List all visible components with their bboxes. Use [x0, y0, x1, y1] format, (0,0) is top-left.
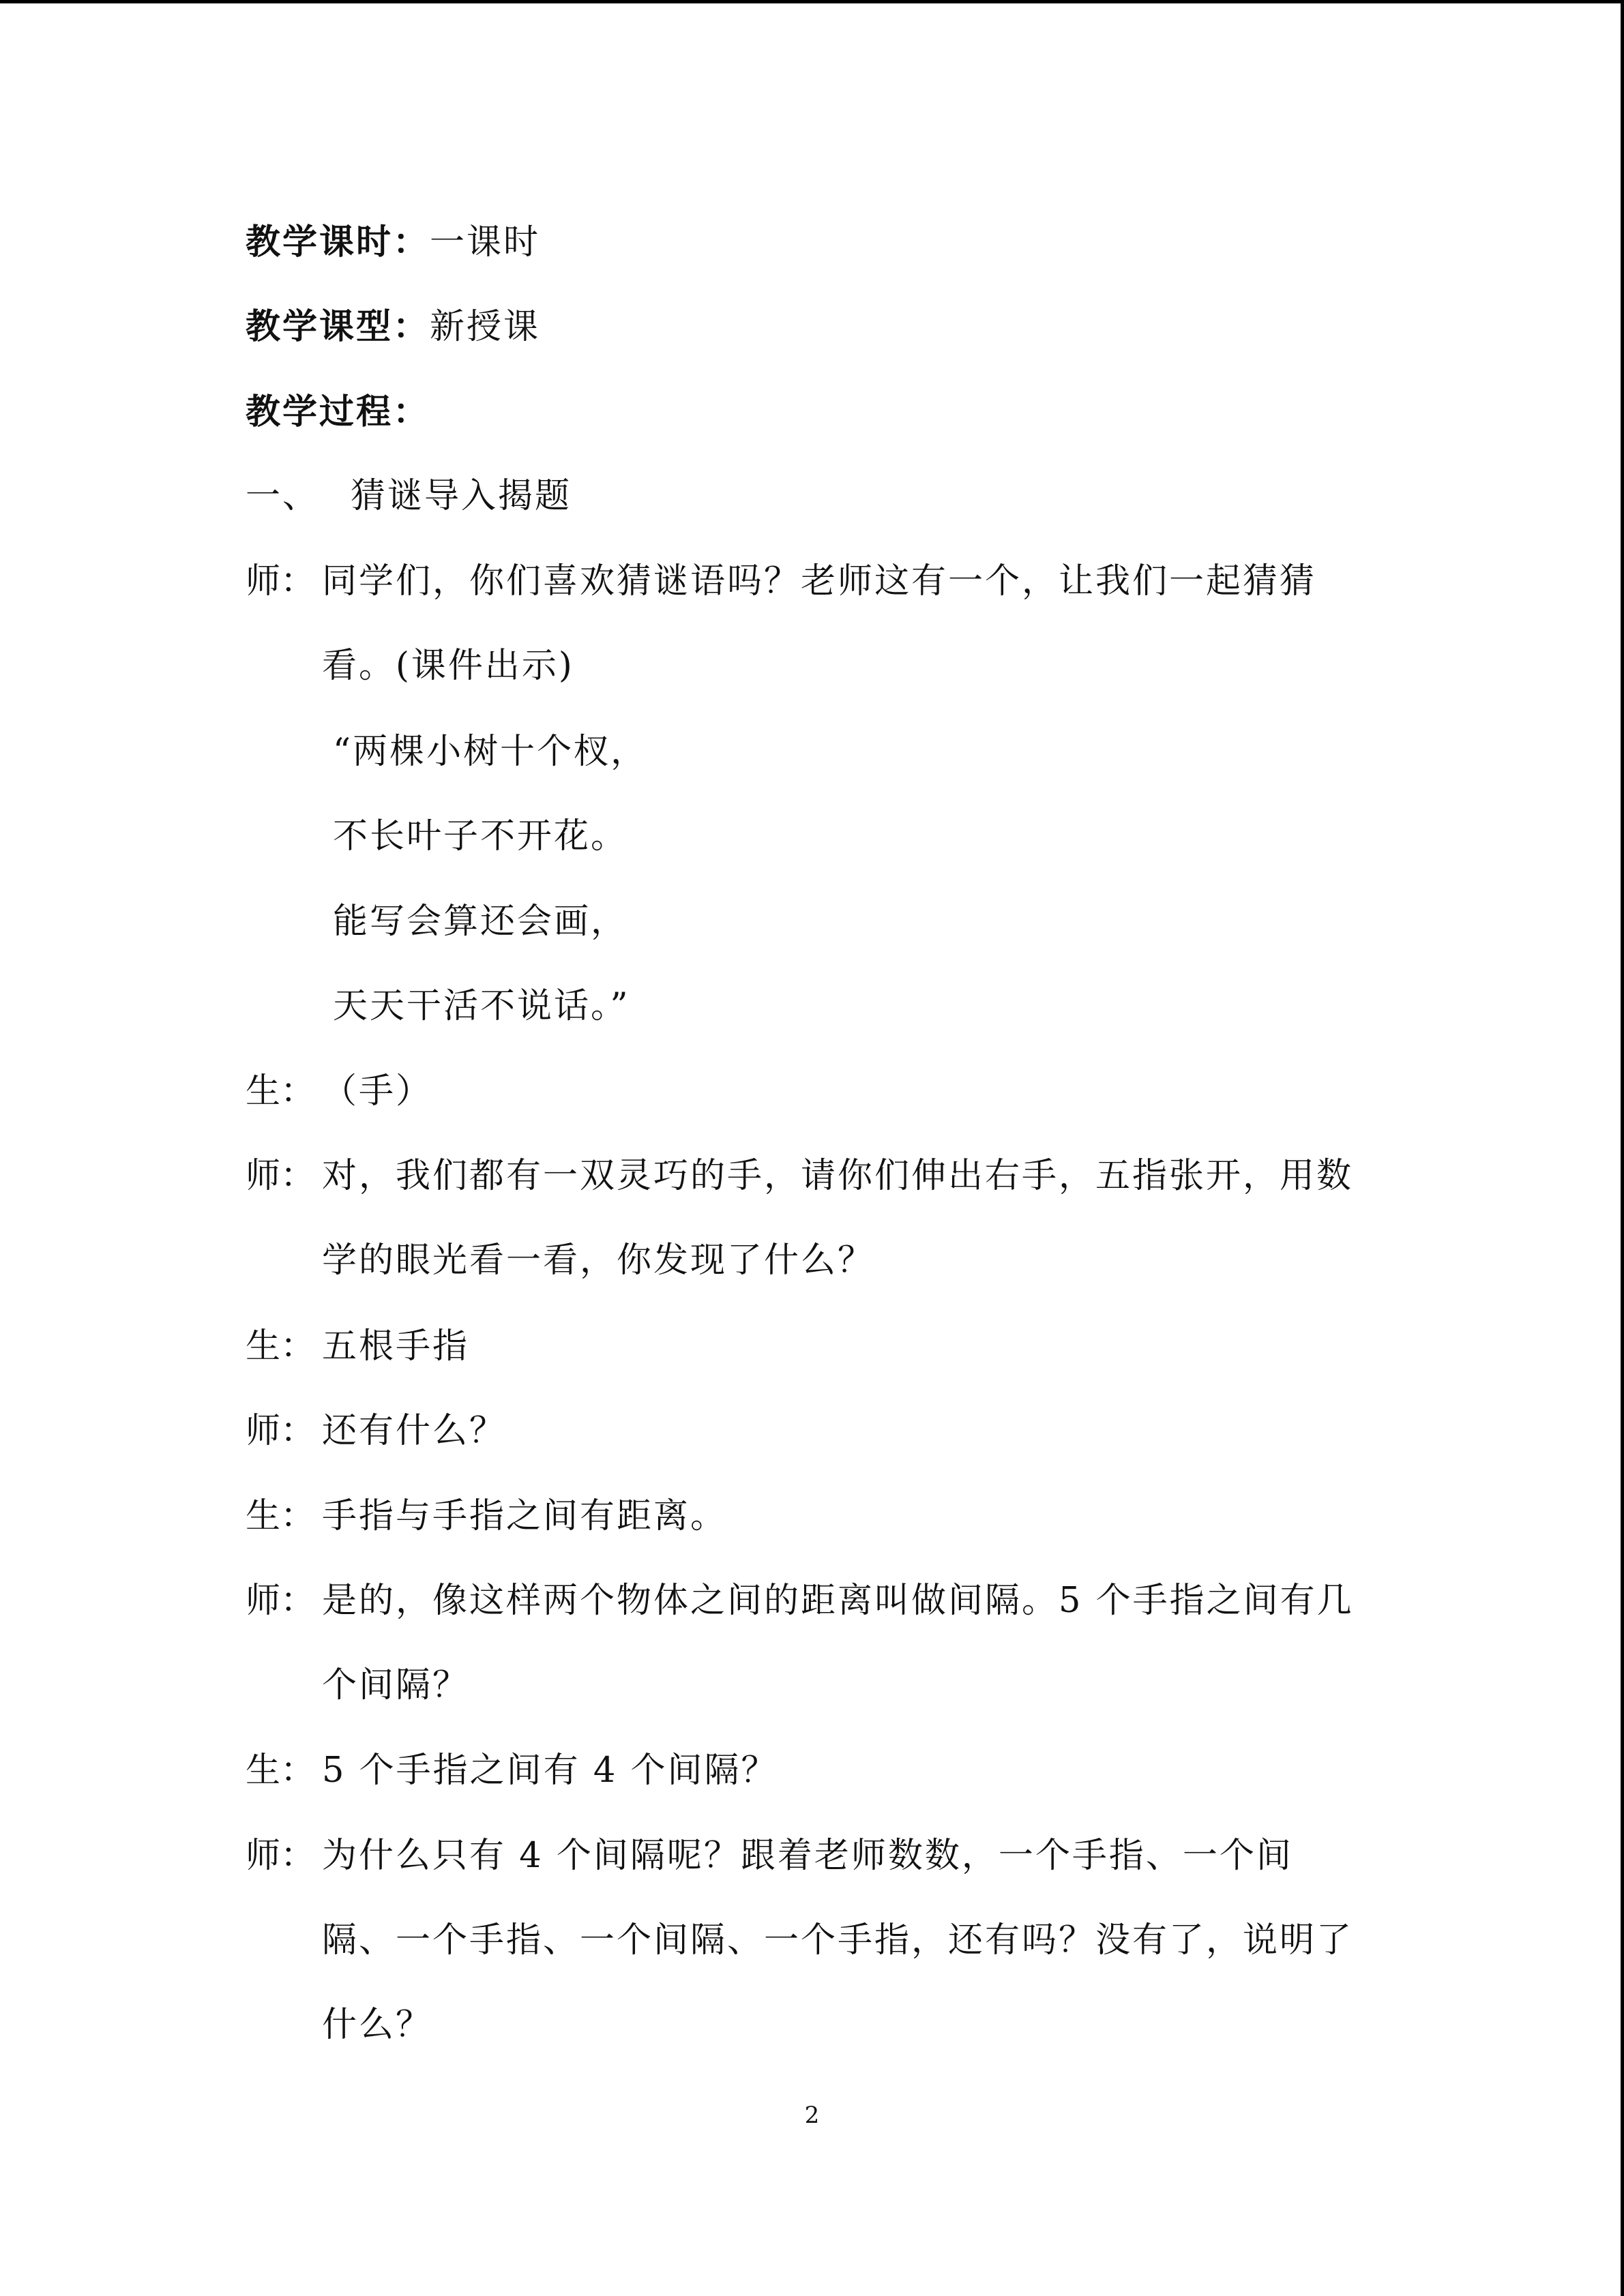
speaker-label: 师：	[246, 1156, 316, 1196]
dialogue-text: 5 个手指之间有 4 个间隔？	[322, 1750, 778, 1791]
riddle-line: 能写会算还会画，	[333, 901, 628, 942]
speaker-label: 师：	[246, 561, 316, 601]
riddle-line: 天天干活不说话。”	[333, 986, 630, 1026]
speaker-label: 生：	[246, 1496, 316, 1536]
speaker-label: 生：	[246, 1750, 316, 1791]
dialogue-text: 是的，像这样两个物体之间的距离叫做间隔。5 个手指之间有几个间隔？	[322, 1581, 1354, 1705]
riddle-line: 不长叶子不开花。	[333, 816, 628, 856]
dialogue-text: 对，我们都有一双灵巧的手，请你们伸出右手，五指张开，用数学的眼光看一看，你发现了什么？	[322, 1156, 1354, 1281]
dialogue-text: 手指与手指之间有距离。	[322, 1496, 728, 1536]
teaching-hours-value: 一课时	[430, 222, 541, 263]
section-title: 猜谜导入揭题	[351, 476, 572, 516]
dialogue-text: 还有什么？	[322, 1411, 507, 1451]
speaker-label: 师：	[246, 1411, 316, 1451]
lesson-type-line	[246, 303, 540, 351]
riddle-line: “两棵小树十个杈，	[333, 732, 648, 772]
dialogue-text: 为什么只有 4 个间隔呢？跟着老师数数，一个手指、一个间隔、一个手指、一个间隔、一个手指，还有吗？没有了，说明了什么？	[322, 1836, 1354, 2045]
speaker-label: 师：	[246, 1836, 316, 1876]
dialogue-text: （手）	[322, 1071, 433, 1112]
right-border-rule	[1621, 0, 1624, 2296]
section-heading	[246, 473, 572, 520]
dialogue-text: 同学们，你们喜欢猜谜语吗？老师这有一个，让我们一起猜猜看。(课件出示)	[322, 561, 1317, 686]
speaker-label: 生：	[246, 1326, 316, 1367]
teaching-hours-line	[246, 218, 540, 267]
lesson-type-label: 教学课型：	[246, 306, 430, 347]
speaker-label: 生：	[246, 1071, 316, 1112]
teaching-hours-label: 教学课时：	[246, 222, 430, 263]
lesson-type-value: 新授课	[430, 307, 541, 347]
top-border-rule	[0, 0, 1624, 3]
section-number: 一、	[246, 476, 320, 516]
teaching-process-heading: 教学过程：	[246, 391, 430, 432]
speaker-label: 师：	[246, 1581, 316, 1621]
page-number: 2	[804, 2102, 820, 2129]
dialogue-text: 五根手指	[322, 1326, 470, 1367]
